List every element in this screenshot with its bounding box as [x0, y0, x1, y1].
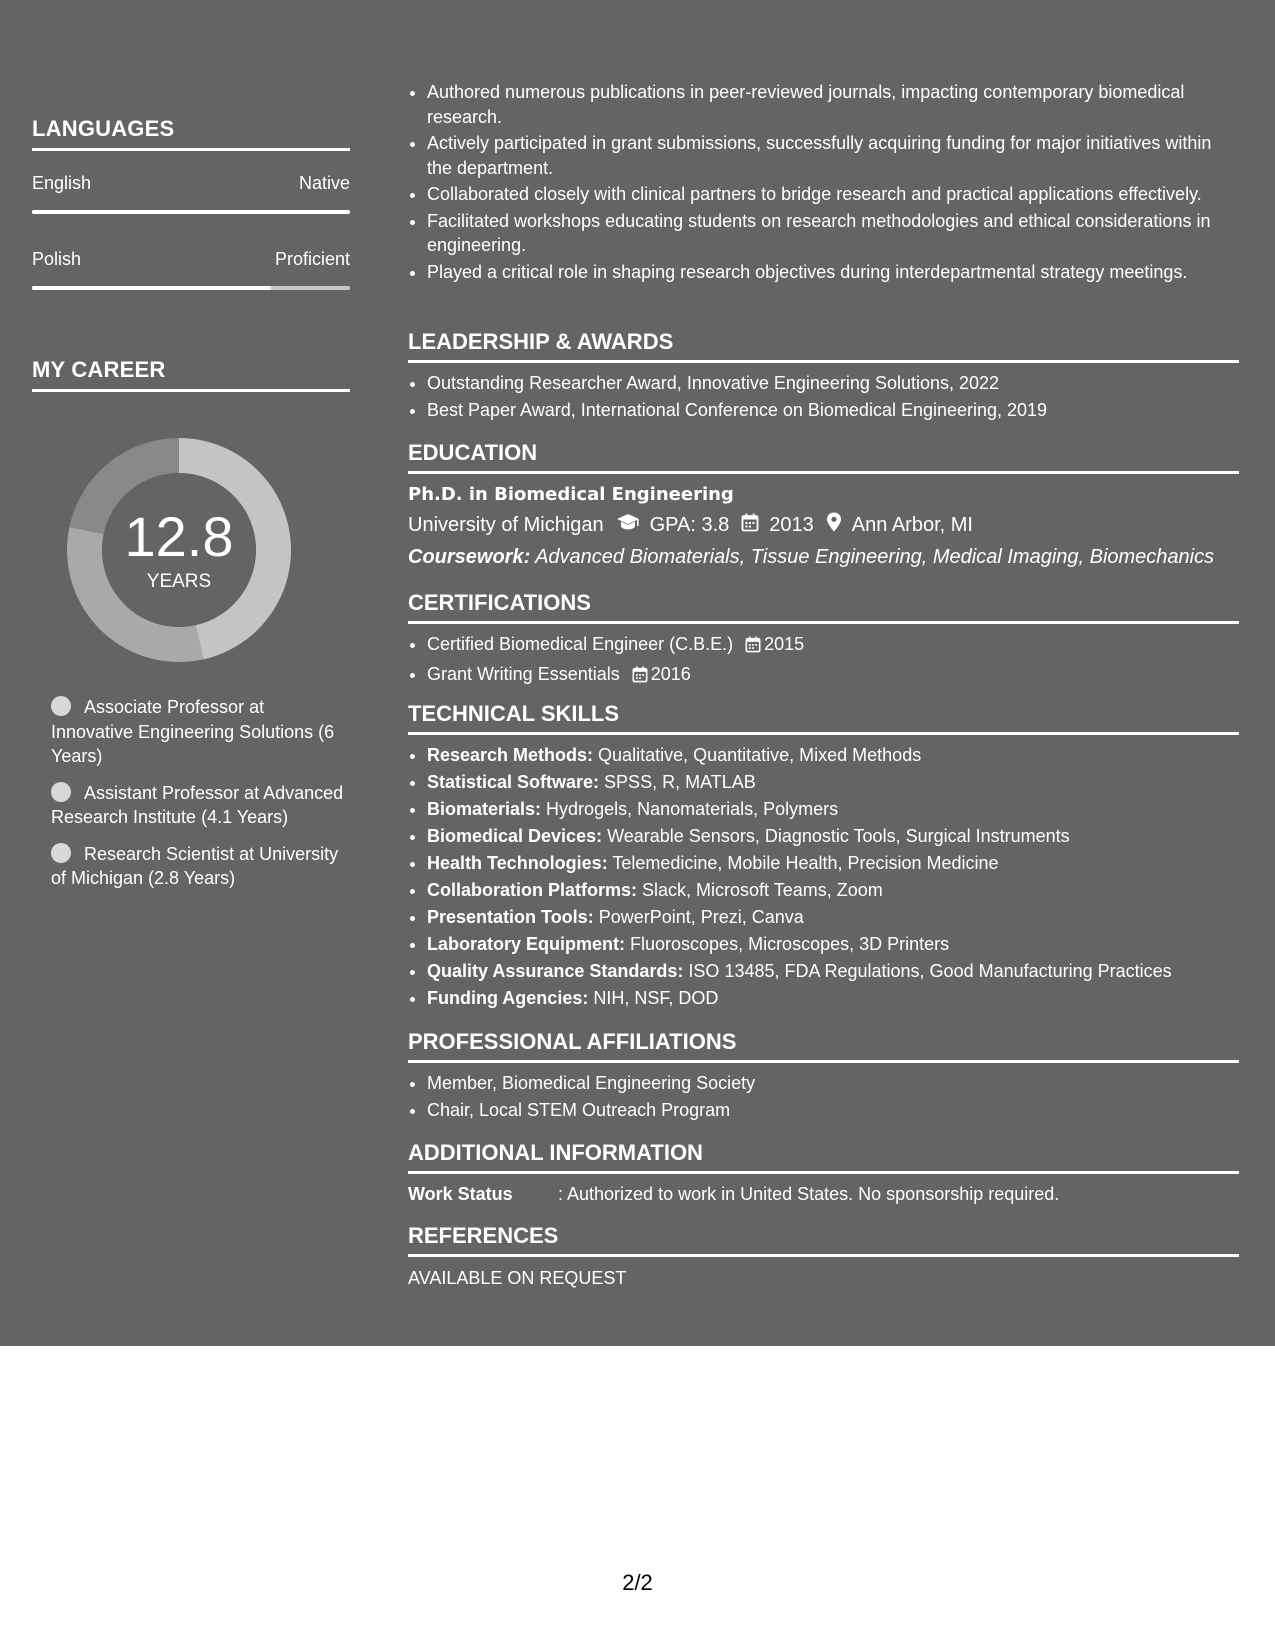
education-location: Ann Arbor, MI — [851, 513, 973, 536]
career-role-text: Research Scientist at University of Michigan (2.8 Years) — [51, 843, 339, 888]
education-gpa: GPA: 3.8 — [649, 513, 730, 536]
language-row-english — [32, 173, 350, 195]
skill-value: SPSS, R, MATLAB — [599, 772, 756, 792]
references-section — [408, 1223, 1239, 1289]
list-item: • Facilitated workshops educating students on research methodologies and ethical considerations in engineering. — [427, 209, 1239, 258]
bullet-dot-icon — [51, 782, 71, 802]
skill-label: Biomaterials: — [427, 799, 542, 819]
education-year: 2013 — [769, 513, 814, 536]
list-item — [427, 931, 1239, 958]
language-level: Proficient — [274, 249, 350, 269]
career-donut-chart — [66, 437, 292, 663]
certifications-list — [408, 631, 1239, 691]
experience-bullet-list — [408, 80, 1239, 284]
skill-value: ISO 13485, FDA Regulations, Good Manufacturing Practices — [683, 961, 1172, 981]
education-section — [408, 440, 1239, 569]
language-proficiency-fill — [32, 286, 271, 290]
skill-label: Collaboration Platforms: — [427, 880, 638, 900]
work-status-label: Work Status — [408, 1184, 513, 1204]
certifications-title: CERTIFICATIONS — [408, 590, 1239, 624]
skill-label: Biomedical Devices: — [427, 826, 603, 846]
education-title: EDUCATION — [408, 440, 1239, 474]
list-item: • Chair, Local STEM Outreach Program — [427, 1097, 1239, 1124]
bullet-dot-icon — [51, 696, 71, 716]
list-item — [427, 985, 1239, 1012]
list-item: • Best Paper Award, International Conference on Biomedical Engineering, 2019 — [427, 397, 1239, 424]
career-role — [51, 842, 351, 891]
language-row-polish — [32, 249, 350, 271]
certification-year: 2015 — [764, 634, 805, 654]
education-details — [408, 512, 1239, 538]
certifications-section — [408, 590, 1239, 691]
language-name: Polish — [32, 249, 82, 269]
experience-bullets — [408, 80, 1239, 284]
language-proficiency-bar — [32, 286, 350, 290]
languages-title: LANGUAGES — [32, 116, 350, 151]
skill-value: Wearable Sensors, Diagnostic Tools, Surgical Instruments — [602, 826, 1070, 846]
work-status-row — [408, 1184, 1239, 1205]
leadership-list — [408, 370, 1239, 424]
affiliations-list — [408, 1070, 1239, 1124]
calendar-icon — [741, 513, 759, 538]
location-pin-icon — [826, 512, 842, 538]
skills-title: TECHNICAL SKILLS — [408, 701, 1239, 735]
career-role — [51, 781, 351, 830]
affiliations-title: PROFESSIONAL AFFILIATIONS — [408, 1029, 1239, 1063]
graduation-cap-icon — [616, 513, 640, 537]
leadership-section — [408, 329, 1239, 424]
skill-value: Qualitative, Quantitative, Mixed Methods — [593, 745, 922, 765]
certification-name: Grant Writing Essentials — [427, 664, 620, 684]
skill-value: Fluoroscopes, Microscopes, 3D Printers — [625, 934, 950, 954]
coursework-text: Advanced Biomaterials, Tissue Engineering, Medical Imaging, Biomechanics — [530, 546, 1215, 568]
language-level: Native — [298, 173, 350, 193]
language-proficiency-bar — [32, 210, 350, 214]
career-role — [51, 695, 351, 769]
references-text: AVAILABLE ON REQUEST — [408, 1268, 627, 1288]
leadership-title: LEADERSHIP & AWARDS — [408, 329, 1239, 363]
language-proficiency-fill — [32, 210, 350, 214]
list-item — [427, 823, 1239, 850]
languages-section — [32, 116, 350, 290]
list-item: • Member, Biomedical Engineering Society — [427, 1070, 1239, 1097]
list-item — [427, 631, 1239, 661]
skill-value: Hydrogels, Nanomaterials, Polymers — [541, 799, 839, 819]
skills-list — [408, 742, 1239, 1012]
calendar-icon — [745, 634, 761, 661]
skill-value: PowerPoint, Prezi, Canva — [593, 907, 804, 927]
list-item — [427, 850, 1239, 877]
list-item — [427, 877, 1239, 904]
list-item — [427, 742, 1239, 769]
education-degree: Ph.D. in Biomedical Engineering — [408, 484, 734, 505]
skill-label: Funding Agencies: — [427, 988, 589, 1008]
skill-label: Research Methods: — [427, 745, 594, 765]
list-item — [427, 904, 1239, 931]
work-status-value: : Authorized to work in United States. No sponsorship required. — [558, 1184, 1060, 1204]
skill-value: Telemedicine, Mobile Health, Precision Medicine — [607, 853, 999, 873]
career-total-years: 12.8 — [124, 505, 234, 568]
list-item: • Actively participated in grant submissions, successfully acquiring funding for major initiatives within the department. — [427, 131, 1239, 180]
skill-label: Statistical Software: — [427, 772, 600, 792]
calendar-icon — [632, 664, 648, 691]
skill-label: Laboratory Equipment: — [427, 934, 626, 954]
additional-info-section — [408, 1140, 1239, 1205]
career-role-list — [51, 695, 351, 903]
career-title: MY CAREER — [32, 357, 350, 392]
career-years-unit: YEARS — [146, 571, 212, 592]
page-number: 2/2 — [622, 1570, 653, 1595]
certification-year: 2016 — [650, 664, 691, 684]
coursework-label: Coursework: — [408, 546, 531, 568]
list-item: • Played a critical role in shaping research objectives during interdepartmental strategy meetings. — [427, 260, 1239, 285]
bullet-dot-icon — [51, 843, 71, 863]
references-title: REFERENCES — [408, 1223, 1239, 1257]
list-item — [427, 769, 1239, 796]
additional-info-title: ADDITIONAL INFORMATION — [408, 1140, 1239, 1174]
education-coursework — [408, 546, 1239, 569]
skill-label: Health Technologies: — [427, 853, 608, 873]
certification-name: Certified Biomedical Engineer (C.B.E.) — [427, 634, 734, 654]
affiliations-section — [408, 1029, 1239, 1124]
career-section — [32, 357, 350, 392]
skill-label: Presentation Tools: — [427, 907, 594, 927]
list-item: • Authored numerous publications in peer-reviewed journals, impacting contemporary biomedical research. — [427, 80, 1239, 129]
list-item: • Outstanding Researcher Award, Innovative Engineering Solutions, 2022 — [427, 370, 1239, 397]
career-role-text: Assistant Professor at Advanced Research Institute (4.1 Years) — [51, 782, 344, 827]
skill-value: Slack, Microsoft Teams, Zoom — [637, 880, 883, 900]
skill-value: NIH, NSF, DOD — [588, 988, 719, 1008]
skills-section — [408, 701, 1239, 1012]
list-item: • Collaborated closely with clinical partners to bridge research and practical applications effectively. — [427, 182, 1239, 207]
education-school: University of Michigan — [408, 513, 604, 536]
list-item — [427, 958, 1239, 985]
language-name: English — [32, 173, 92, 193]
skill-label: Quality Assurance Standards: — [427, 961, 684, 981]
career-role-text: Associate Professor at Innovative Engineering Solutions (6 Years) — [51, 697, 335, 766]
list-item — [427, 796, 1239, 823]
list-item — [427, 661, 1239, 691]
